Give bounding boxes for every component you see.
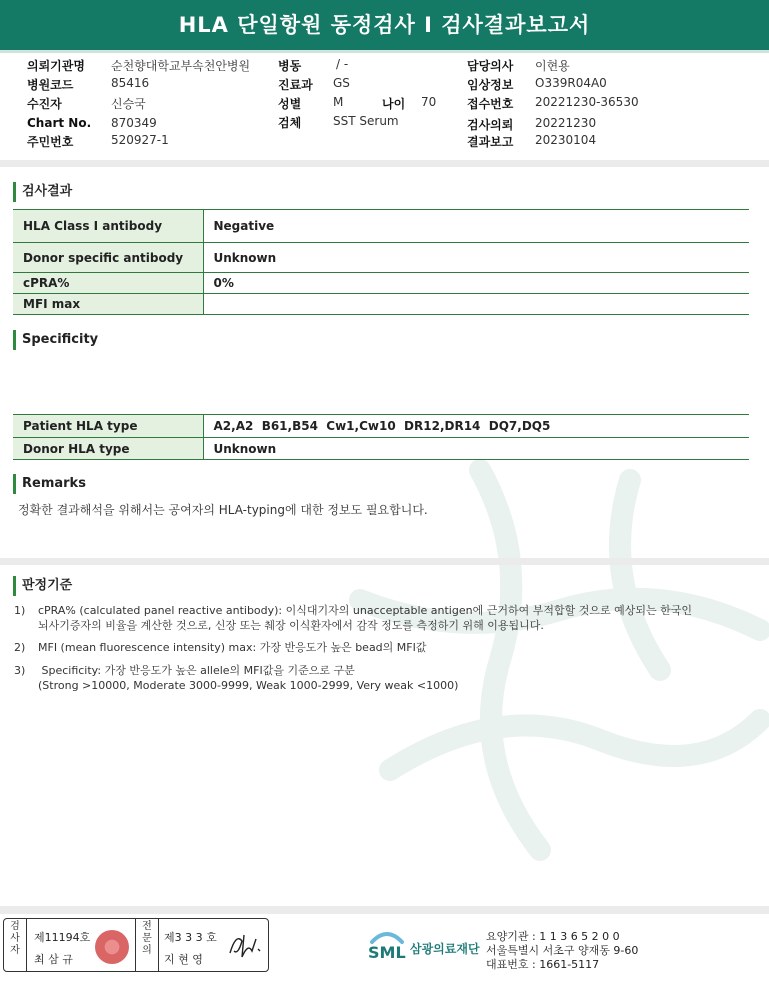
sml-logo-icon (366, 924, 408, 966)
header-field: 검체 (278, 116, 302, 130)
table-row (13, 438, 749, 460)
table-row (13, 243, 749, 273)
header-field: 결과보고 (467, 135, 514, 149)
header-value: 70 (421, 95, 437, 109)
row-label: Donor specific antibody (13, 243, 203, 273)
header-value: GS (333, 76, 350, 90)
section-remarks-heading: Remarks (13, 474, 86, 494)
header-value: 870349 (111, 116, 157, 130)
row-value (203, 294, 749, 315)
remarks-text: 정확한 결과해석을 위해서는 공여자의 HLA-typing에 대한 정보도 필요합니다. (18, 503, 428, 517)
header-field: 임상정보 (467, 78, 514, 92)
section-criteria-heading: 판정기준 (13, 576, 72, 596)
tester-label: 검 사 자 (10, 921, 20, 956)
section-results-heading: 검사결과 (13, 182, 72, 202)
table-row (13, 294, 749, 315)
criteria-number: 3) (14, 664, 26, 677)
row-value: 0% (203, 273, 749, 294)
table-row (13, 415, 749, 438)
header-field: 병원코드 (27, 78, 74, 92)
header-value: 520927-1 (111, 133, 169, 147)
specialist-license: 제3 3 3 호 (164, 931, 217, 944)
signature-graphic (226, 929, 264, 961)
header-value: M (333, 95, 344, 109)
row-label: Patient HLA type (13, 415, 203, 438)
report-title: HLA 단일항원 동정검사 I 검사결과보고서 (0, 0, 769, 50)
org-code: 요양기관 : 1 1 3 6 5 2 0 0 (486, 930, 620, 943)
header-value: 20221230 (535, 116, 597, 130)
header-field: 주민번호 (27, 135, 74, 149)
header-value: 20230104 (535, 133, 597, 147)
divider (158, 919, 159, 971)
header-field: Chart No. (27, 116, 92, 130)
header-field: 진료과 (278, 78, 313, 92)
criteria-item (14, 640, 426, 655)
results-table (13, 209, 749, 315)
specialist-label: 전 문 의 (142, 921, 152, 956)
specialist-name: 지 현 영 (164, 953, 203, 966)
table-row (13, 273, 749, 294)
header-value: 이현용 (535, 59, 570, 73)
criteria-line: MFI (mean fluorescence intensity) max: 가장 반응도가 높은 bead의 MFI값 (38, 641, 427, 654)
header-field: 성별 (278, 97, 302, 111)
signature-box (3, 918, 269, 972)
svg-text:SML: SML (368, 943, 406, 962)
org-name: 삼광의료재단 (410, 942, 480, 956)
header-field: 나이 (382, 97, 406, 111)
org-address: 서울특별시 서초구 양재동 9-60 (486, 944, 639, 957)
header-value: 신승국 (111, 97, 146, 111)
criteria-number: 1) (14, 604, 26, 617)
header-value: 순천향대학교부속천안병원 (111, 59, 251, 73)
divider (26, 919, 27, 971)
criteria-line: (Strong >10000, Moderate 3000-9999, Weak 1000-2999, Very weak <1000) (38, 679, 459, 692)
header-field: 접수번호 (467, 97, 514, 111)
header-value: 85416 (111, 76, 150, 90)
header-field: 의뢰기관명 (27, 59, 85, 73)
footer-divider (0, 906, 769, 914)
row-value: Unknown (203, 243, 749, 273)
table-row (13, 210, 749, 243)
tester-name: 최 삼 규 (34, 953, 73, 966)
header-value: O339R04A0 (535, 76, 607, 90)
header-field: 담당의사 (467, 59, 514, 73)
header-value: SST Serum (333, 114, 399, 128)
section-specificity-heading: Specificity (13, 330, 98, 350)
divider (135, 919, 136, 971)
row-value: A2,A2 B61,B54 Cw1,Cw10 DR12,DR14 DQ7,DQ5 (203, 415, 749, 438)
header-field: 수진자 (27, 97, 62, 111)
divider (0, 558, 769, 565)
tester-license: 제11194호 (34, 931, 91, 944)
criteria-line: Specificity: 가장 반응도가 높은 allele의 MFI값을 기준으로 구분 (38, 664, 355, 677)
criteria-item (14, 663, 458, 693)
criteria-line: 뇌사기증자의 비율을 계산한 것으로, 신장 또는 췌장 이식환자에서 감작 정도를 측정하기 위해 이용됩니다. (38, 619, 544, 632)
org-phone: 대표번호 : 1661-5117 (486, 958, 600, 971)
criteria-line: cPRA% (calculated panel reactive antibody): 이식대기자의 unacceptable antigen에 근거하여 부적합할 것으로 예상되는 한국인 (38, 604, 692, 617)
row-value: Negative (203, 210, 749, 243)
criteria-number: 2) (14, 641, 26, 654)
row-label: Donor HLA type (13, 438, 203, 460)
header-field: 검사의뢰 (467, 118, 514, 132)
header-field: 병동 (278, 59, 302, 73)
title-underline (0, 50, 769, 53)
seal-stamp (95, 930, 129, 964)
row-value: Unknown (203, 438, 749, 460)
divider (0, 160, 769, 167)
row-label: cPRA% (13, 273, 203, 294)
row-label: HLA Class I antibody (13, 210, 203, 243)
header-value: 20221230-36530 (535, 95, 639, 109)
row-label: MFI max (13, 294, 203, 315)
header-value: / - (336, 57, 349, 71)
hla-table (13, 414, 749, 460)
criteria-item (14, 603, 692, 633)
